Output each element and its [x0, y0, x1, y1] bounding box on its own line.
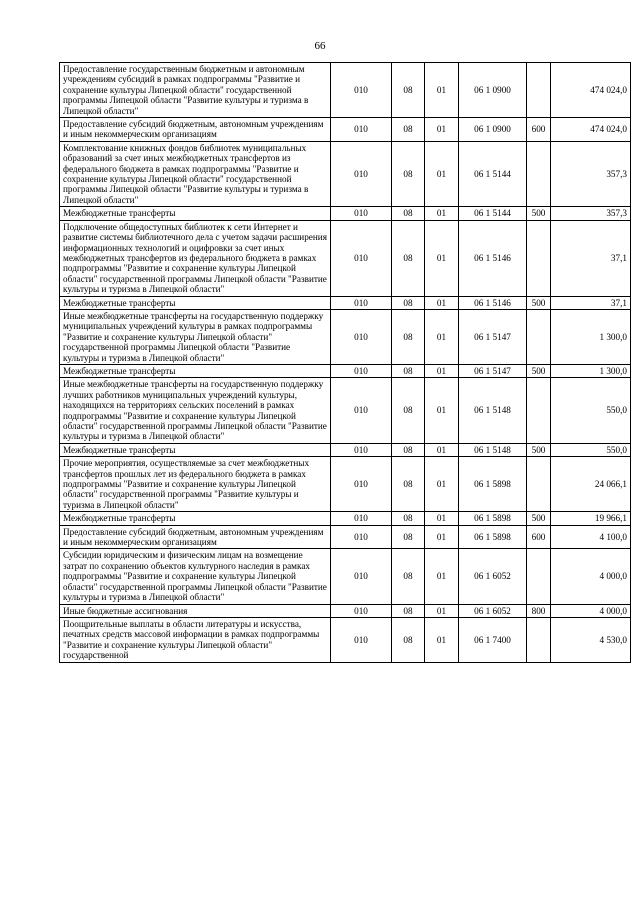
row-section-code: 08 — [392, 457, 425, 512]
row-subsection-code: 01 — [425, 443, 459, 456]
row-expense-type-code — [527, 63, 551, 118]
row-section-code: 08 — [392, 525, 425, 549]
row-target-code: 06 1 5148 — [459, 378, 527, 443]
row-ministry-code: 010 — [331, 141, 392, 206]
row-description: Комплектование книжных фондов библиотек муниципальных образований за счет иных межбюджетных трансфертов из федерального бюджета в рамках подпрограммы "Развитие и сохранение культуры Липецкой области" государственной программы Липецкой области "Развитие культуры и туризма в Липецкой области" — [60, 141, 331, 206]
table-row — [60, 525, 631, 549]
row-ministry-code: 010 — [331, 457, 392, 512]
row-amount: 4 530,0 — [551, 617, 631, 662]
row-target-code: 06 1 5148 — [459, 443, 527, 456]
table-row — [60, 549, 631, 604]
row-target-code: 06 1 7400 — [459, 617, 527, 662]
row-subsection-code: 01 — [425, 118, 459, 142]
row-target-code: 06 1 6052 — [459, 604, 527, 617]
row-expense-type-code — [527, 457, 551, 512]
row-description: Иные бюджетные ассигнования — [60, 604, 331, 617]
row-amount: 24 066,1 — [551, 457, 631, 512]
row-section-code: 08 — [392, 296, 425, 309]
row-expense-type-code: 500 — [527, 296, 551, 309]
row-ministry-code: 010 — [331, 617, 392, 662]
table-row — [60, 457, 631, 512]
row-section-code: 08 — [392, 141, 425, 206]
table-row — [60, 617, 631, 662]
table-row — [60, 364, 631, 377]
row-subsection-code: 01 — [425, 457, 459, 512]
row-target-code: 06 1 5146 — [459, 296, 527, 309]
table-row — [60, 443, 631, 456]
row-amount: 37,1 — [551, 296, 631, 309]
table-row — [60, 309, 631, 364]
row-amount: 357,3 — [551, 141, 631, 206]
row-ministry-code: 010 — [331, 443, 392, 456]
row-expense-type-code — [527, 309, 551, 364]
row-subsection-code: 01 — [425, 220, 459, 296]
row-section-code: 08 — [392, 63, 425, 118]
row-expense-type-code: 600 — [527, 525, 551, 549]
row-subsection-code: 01 — [425, 309, 459, 364]
table-row — [60, 118, 631, 142]
row-description: Поощрительные выплаты в области литературы и искусства, печатных средств массовой информации в рамках подпрограммы "Развитие и сохранение культуры Липецкой области" государственной — [60, 617, 331, 662]
row-expense-type-code — [527, 617, 551, 662]
row-description: Субсидии юридическим и физическим лицам на возмещение затрат по сохранению объектов культурного наследия в рамках подпрограммы "Развитие и сохранение культуры Липецкой области" государственной программы Липецкой области "Развитие культуры и туризма в Липецкой области" — [60, 549, 331, 604]
row-ministry-code: 010 — [331, 220, 392, 296]
row-amount: 19 966,1 — [551, 512, 631, 525]
row-subsection-code: 01 — [425, 549, 459, 604]
row-ministry-code: 010 — [331, 549, 392, 604]
row-subsection-code: 01 — [425, 296, 459, 309]
row-amount: 1 300,0 — [551, 309, 631, 364]
row-target-code: 06 1 5898 — [459, 525, 527, 549]
table-row — [60, 296, 631, 309]
row-ministry-code: 010 — [331, 207, 392, 220]
row-ministry-code: 010 — [331, 378, 392, 443]
table-row — [60, 512, 631, 525]
row-expense-type-code — [527, 378, 551, 443]
row-target-code: 06 1 5144 — [459, 141, 527, 206]
table-body — [60, 63, 631, 663]
row-amount: 550,0 — [551, 443, 631, 456]
table-row — [60, 141, 631, 206]
row-section-code: 08 — [392, 378, 425, 443]
row-expense-type-code: 500 — [527, 443, 551, 456]
row-amount: 4 000,0 — [551, 549, 631, 604]
row-expense-type-code: 600 — [527, 118, 551, 142]
row-ministry-code: 010 — [331, 118, 392, 142]
row-subsection-code: 01 — [425, 512, 459, 525]
row-section-code: 08 — [392, 207, 425, 220]
row-subsection-code: 01 — [425, 617, 459, 662]
row-description: Предоставление субсидий бюджетным, автономным учреждениям и иным некоммерческим организациям — [60, 525, 331, 549]
row-section-code: 08 — [392, 118, 425, 142]
row-description: Межбюджетные трансферты — [60, 443, 331, 456]
row-subsection-code: 01 — [425, 141, 459, 206]
row-section-code: 08 — [392, 512, 425, 525]
table-row — [60, 207, 631, 220]
budget-table — [59, 62, 631, 663]
row-amount: 37,1 — [551, 220, 631, 296]
row-amount: 357,3 — [551, 207, 631, 220]
row-target-code: 06 1 0900 — [459, 63, 527, 118]
row-target-code: 06 1 5147 — [459, 364, 527, 377]
row-expense-type-code: 800 — [527, 604, 551, 617]
table-row — [60, 63, 631, 118]
row-expense-type-code — [527, 220, 551, 296]
table-row — [60, 220, 631, 296]
row-description: Подключение общедоступных библиотек к сети Интернет и развитие системы библиотечного дела с учетом задачи расширения информационных технологий и оцифровки за счет иных межбюджетных трансфертов из федерального бюджета в рамках подпрограммы "Развитие и сохранение культуры Липецкой области" государственной программы Липецкой области "Развитие культуры и туризма в Липецкой области" — [60, 220, 331, 296]
row-subsection-code: 01 — [425, 525, 459, 549]
row-target-code: 06 1 0900 — [459, 118, 527, 142]
row-expense-type-code: 500 — [527, 512, 551, 525]
row-description: Прочие мероприятия, осуществляемые за счет межбюджетных трансфертов прошлых лет из федерального бюджета в рамках подпрограммы "Развитие и сохранение культуры Липецкой области" государственной программы "Развитие культуры и туризма в Липецкой области" — [60, 457, 331, 512]
row-section-code: 08 — [392, 220, 425, 296]
row-ministry-code: 010 — [331, 364, 392, 377]
row-amount: 4 000,0 — [551, 604, 631, 617]
row-subsection-code: 01 — [425, 364, 459, 377]
row-expense-type-code — [527, 141, 551, 206]
row-ministry-code: 010 — [331, 309, 392, 364]
row-target-code: 06 1 5898 — [459, 512, 527, 525]
row-section-code: 08 — [392, 364, 425, 377]
row-description: Межбюджетные трансферты — [60, 296, 331, 309]
row-target-code: 06 1 5144 — [459, 207, 527, 220]
row-amount: 474 024,0 — [551, 118, 631, 142]
row-ministry-code: 010 — [331, 525, 392, 549]
row-amount: 550,0 — [551, 378, 631, 443]
row-target-code: 06 1 6052 — [459, 549, 527, 604]
row-section-code: 08 — [392, 617, 425, 662]
row-description: Предоставление субсидий бюджетным, автономным учреждениям и иным некоммерческим организациям — [60, 118, 331, 142]
table-row — [60, 604, 631, 617]
row-description: Межбюджетные трансферты — [60, 364, 331, 377]
row-description: Иные межбюджетные трансферты на государственную поддержку лучших работников муниципальных учреждений культуры, находящихся на территориях сельских поселений в рамках подпрограммы "Развитие и сохранение культуры Липецкой области" государственной программы Липецкой области "Развитие культуры и туризма в Липецкой области" — [60, 378, 331, 443]
row-ministry-code: 010 — [331, 63, 392, 118]
row-description: Межбюджетные трансферты — [60, 512, 331, 525]
row-ministry-code: 010 — [331, 604, 392, 617]
row-section-code: 08 — [392, 309, 425, 364]
row-expense-type-code: 500 — [527, 364, 551, 377]
page-number: 66 — [314, 40, 326, 52]
row-amount: 4 100,0 — [551, 525, 631, 549]
row-amount: 474 024,0 — [551, 63, 631, 118]
row-description: Межбюджетные трансферты — [60, 207, 331, 220]
row-expense-type-code: 500 — [527, 207, 551, 220]
row-section-code: 08 — [392, 443, 425, 456]
row-amount: 1 300,0 — [551, 364, 631, 377]
row-target-code: 06 1 5147 — [459, 309, 527, 364]
row-target-code: 06 1 5146 — [459, 220, 527, 296]
row-subsection-code: 01 — [425, 604, 459, 617]
row-ministry-code: 010 — [331, 512, 392, 525]
row-section-code: 08 — [392, 549, 425, 604]
row-description: Иные межбюджетные трансферты на государственную поддержку муниципальных учреждений культуры в рамках подпрограммы "Развитие и сохранение культуры Липецкой области" государственной программы Липецкой области "Развитие культуры и туризма в Липецкой области" — [60, 309, 331, 364]
row-ministry-code: 010 — [331, 296, 392, 309]
row-subsection-code: 01 — [425, 63, 459, 118]
row-description: Предоставление государственным бюджетным и автономным учреждениям субсидий в рамках подпрограммы "Развитие и сохранение культуры Липецкой области" государственной программы Липецкой области "Развитие культуры и туризма в Липецкой области" — [60, 63, 331, 118]
row-expense-type-code — [527, 549, 551, 604]
table-row — [60, 378, 631, 443]
row-section-code: 08 — [392, 604, 425, 617]
row-subsection-code: 01 — [425, 378, 459, 443]
row-target-code: 06 1 5898 — [459, 457, 527, 512]
row-subsection-code: 01 — [425, 207, 459, 220]
